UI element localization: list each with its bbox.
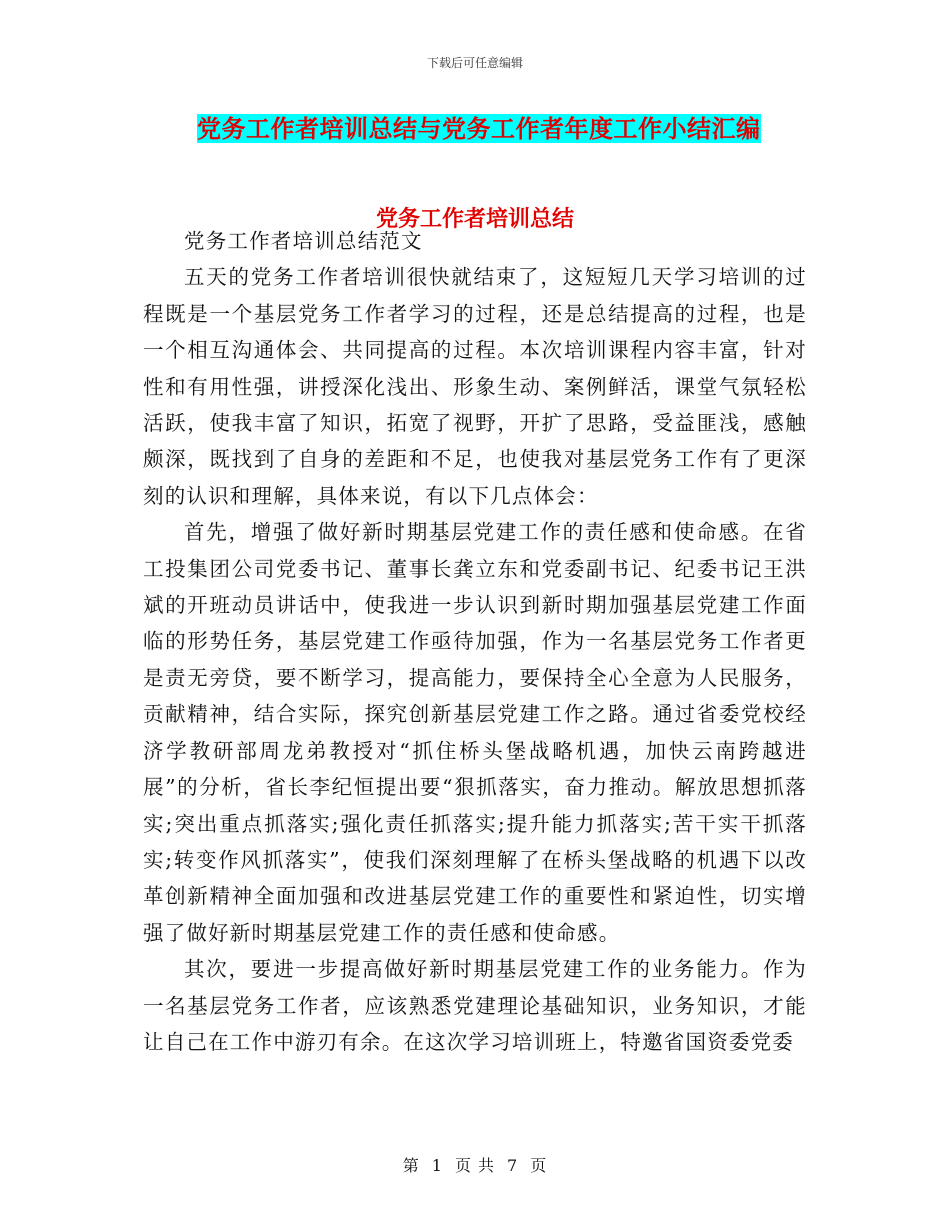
paragraph: 其次，要进一步提高做好新时期基层党建工作的业务能力。作为一名基层党务工作者，应该熟悉党建理论基础知识，业务知识，才能让自己在工作中游刃有余。在这次学习培训班上，特邀省国资委党委 bbox=[143, 957, 807, 1054]
page-number: 1 bbox=[431, 1156, 443, 1175]
page-prefix: 第 bbox=[402, 1156, 420, 1175]
header-note: 下载后可任意编辑 bbox=[426, 56, 523, 70]
body-text bbox=[143, 223, 807, 1060]
paragraph: 首先，增强了做好新时期基层党建工作的责任感和使命感。在省工投集团公司党委书记、董事长龚立东和党委副书记、纪委书记王洪斌的开班动员讲话中，使我进一步认识到新时期加强基层党建工作面临的形势任务，基层党建工作亟待加强，作为一名基层党务工作者更是责无旁贷，要不断学习，提高能力，要保持全心全意为人民服务，贡献精神，结合实际，探究创新基层党建工作之路。通过省委党校经济学教研部周龙弟教授对“抓住桥头堡战略机遇，加快云南跨越进展”的分析，省长李纪恒提出要“狠抓落实，奋力推动。解放思想抓落实;突出重点抓落实;强化责任抓落实;提升能力抓落实;苦干实干抓落实;转变作风抓落实”，使我们深刻理解了在桥头堡战略的机遇下以改革创新精神全面加强和改进基层党建工作的重要性和紧迫性，切实增强了做好新时期基层党建工作的责任感和使命感。 bbox=[143, 520, 807, 945]
page-total: 7 bbox=[507, 1156, 519, 1175]
page-middle: 页 共 bbox=[454, 1156, 496, 1175]
document-title bbox=[195, 112, 763, 146]
section-title: 党务工作者培训总结 bbox=[375, 206, 574, 232]
paragraph: 五天的党务工作者培训很快就结束了，这短短几天学习培训的过程既是一个基层党务工作者学习的过程，还是总结提高的过程，也是一个相互沟通体会、共同提高的过程。本次培训课程内容丰富，针对性和有用性强，讲授深化浅出、形象生动、案例鲜活，课堂气氛轻松活跃，使我丰富了知识，拓宽了视野，开扩了思路，受益匪浅，感触颇深，既找到了自身的差距和不足，也使我对基层党务工作有了更深刻的认识和理解，具体来说，有以下几点体会： bbox=[143, 265, 807, 508]
page-suffix: 页 bbox=[530, 1156, 548, 1175]
page-footer bbox=[0, 1153, 950, 1176]
document-title-text: 党务工作者培训总结与党务工作者年度工作小结汇编 bbox=[197, 114, 761, 143]
paragraph-subtitle: 党务工作者培训总结范文 bbox=[184, 229, 423, 253]
